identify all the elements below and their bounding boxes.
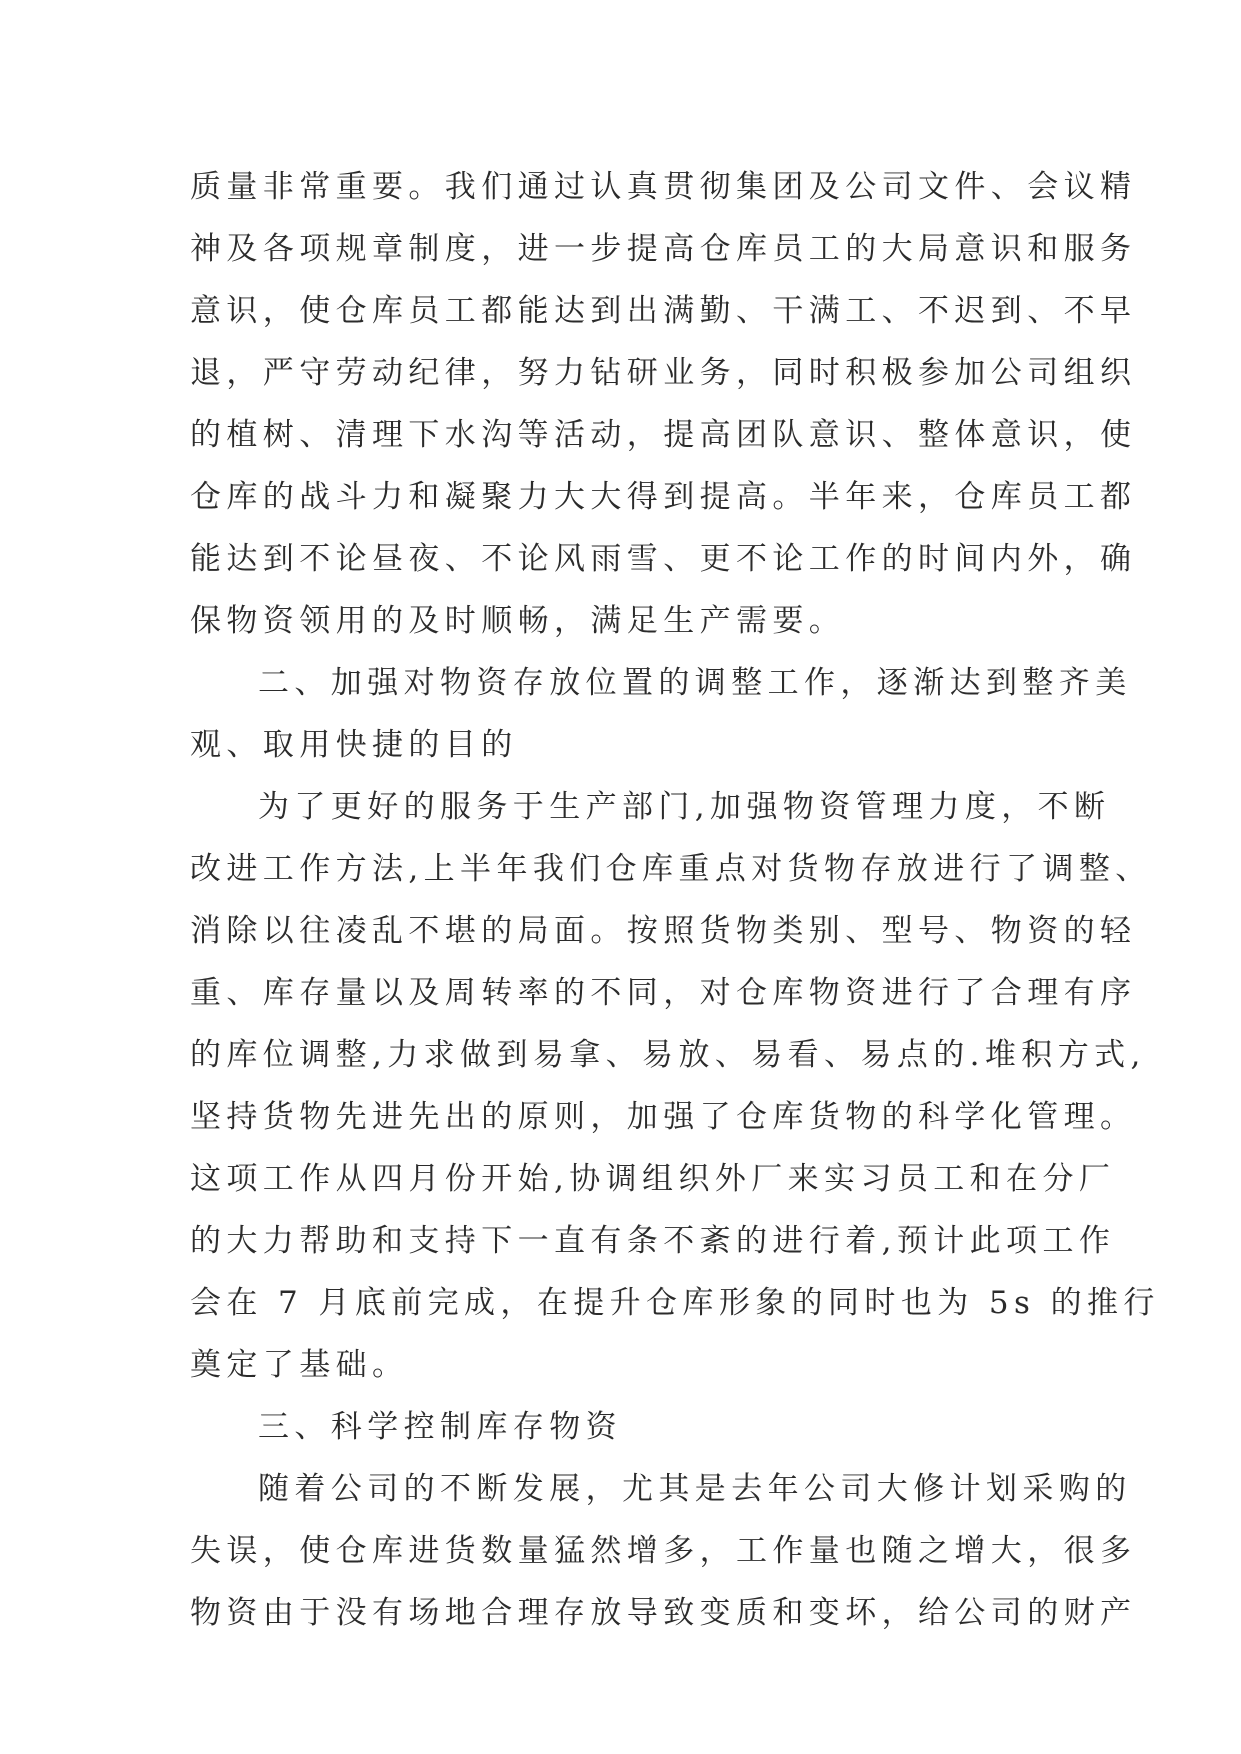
section-heading: 二、加强对物资存放位置的调整工作，逐渐达到整齐美 <box>258 665 1132 701</box>
text-line: 失误，使仓库进货数量猛然增多，工作量也随之增大，很多 <box>190 1533 1137 1569</box>
text-line: 仓库的战斗力和凝聚力大大得到提高。半年来，仓库员工都 <box>190 479 1137 515</box>
section-heading: 三、科学控制库存物资 <box>258 1409 622 1445</box>
text-line: 会在 7 月底前完成，在提升仓库形象的同时也为 5s 的推行 <box>190 1285 1160 1321</box>
text-line: 重、库存量以及周转率的不同，对仓库物资进行了合理有序 <box>190 975 1137 1011</box>
body-text <box>190 156 1160 1644</box>
text-line: 的库位调整,力求做到易拿、易放、易看、易点的.堆积方式, <box>190 1037 1146 1073</box>
text-line: 质量非常重要。我们通过认真贯彻集团及公司文件、会议精 <box>190 169 1137 205</box>
section-heading-continuation: 观、取用快捷的目的 <box>190 727 518 763</box>
text-line: 退，严守劳动纪律，努力钻研业务，同时积极参加公司组织 <box>190 355 1137 391</box>
text-line: 消除以往凌乱不堪的局面。按照货物类别、型号、物资的轻 <box>190 913 1137 949</box>
text-line: 能达到不论昼夜、不论风雨雪、更不论工作的时间内外，确 <box>190 541 1137 577</box>
text-line: 坚持货物先进先出的原则，加强了仓库货物的科学化管理。 <box>190 1099 1137 1135</box>
text-line: 为了更好的服务于生产部门,加强物资管理力度，不断 <box>258 789 1111 825</box>
text-line: 奠定了基础。 <box>190 1347 409 1383</box>
text-line: 的大力帮助和支持下一直有条不紊的进行着,预计此项工作 <box>190 1223 1116 1259</box>
text-line: 神及各项规章制度，进一步提高仓库员工的大局意识和服务 <box>190 231 1137 267</box>
text-line: 改进工作方法,上半年我们仓库重点对货物存放进行了调整、 <box>190 851 1152 887</box>
text-line: 这项工作从四月份开始,协调组织外厂来实习员工和在分厂 <box>190 1161 1116 1197</box>
text-line: 物资由于没有场地合理存放导致变质和变坏，给公司的财产 <box>190 1595 1137 1631</box>
text-line: 的植树、清理下水沟等活动，提高团队意识、整体意识，使 <box>190 417 1137 453</box>
text-line: 意识，使仓库员工都能达到出满勤、干满工、不迟到、不早 <box>190 293 1137 329</box>
text-line: 随着公司的不断发展，尤其是去年公司大修计划采购的 <box>258 1471 1132 1507</box>
text-line: 保物资领用的及时顺畅，满足生产需要。 <box>190 603 846 639</box>
